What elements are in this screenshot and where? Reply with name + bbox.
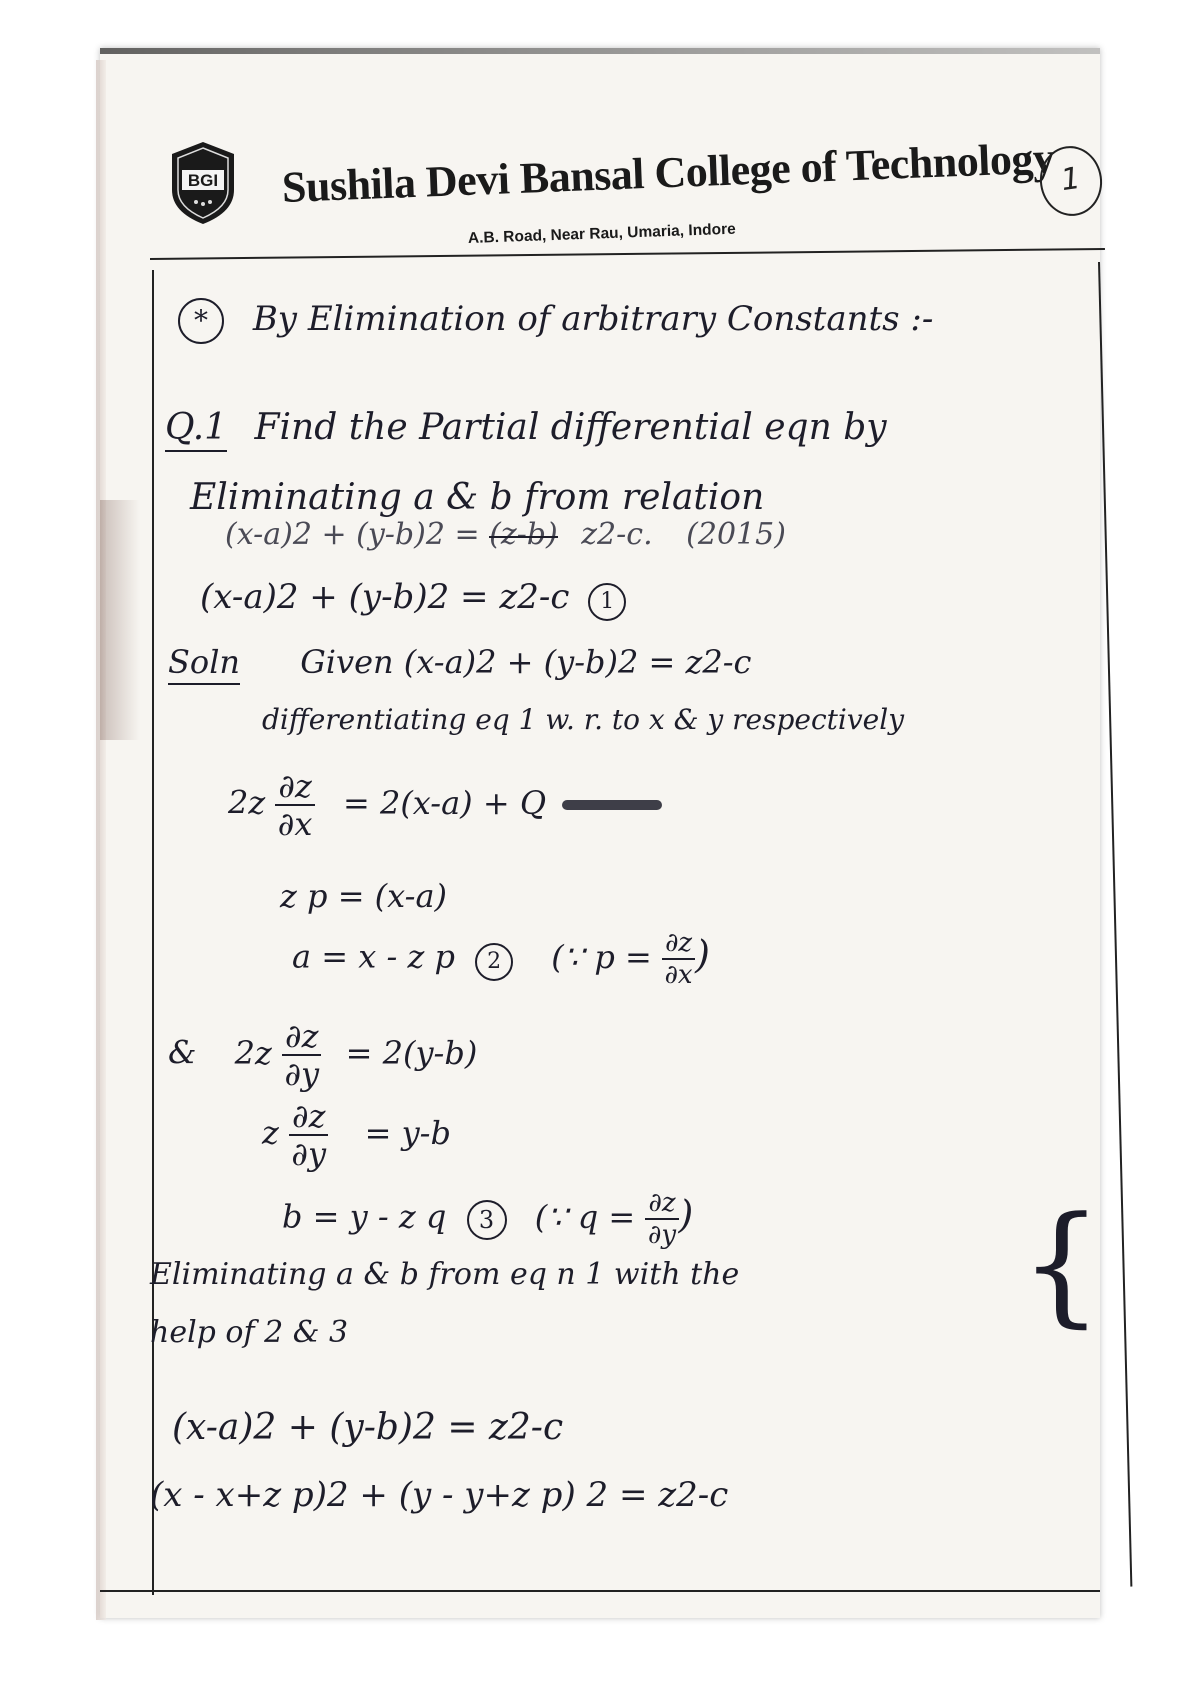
fraction-numerator: ∂z: [645, 1190, 678, 1220]
step-5: [262, 1097, 451, 1173]
step4-prefix: &: [168, 1033, 197, 1072]
step5-lhs: z: [262, 1113, 279, 1152]
step-3: a = x - z p: [292, 937, 455, 976]
step-6: b = y - z q: [282, 1197, 447, 1236]
step-4: [168, 1017, 478, 1093]
fraction-denominator: ∂y: [291, 1135, 327, 1173]
since-q: (∵ q =: [534, 1197, 636, 1236]
step1-lhs: 2z: [228, 783, 266, 822]
fraction-denominator: ∂x: [664, 960, 693, 990]
differentiating-text: differentiating eq 1 w. r. to x & y respectively: [262, 703, 905, 736]
step5-rhs: = y-b: [364, 1113, 451, 1152]
logo-text: BGI: [187, 171, 219, 190]
college-logo-icon: [168, 140, 238, 226]
struck-text: (z-b): [489, 517, 558, 552]
dz-dy-fraction: [282, 1017, 321, 1093]
margin-brace: {: [1020, 1188, 1103, 1340]
college-address: A.B. Road, Near Rau, Umaria, Indore: [467, 220, 736, 247]
eq2-tag: 2: [475, 943, 513, 981]
section-marker: *: [178, 298, 224, 344]
step-1: [228, 767, 662, 843]
fraction-denominator: ∂x: [277, 805, 313, 843]
question-line-4: [200, 577, 626, 621]
paper-edge: [96, 60, 106, 1620]
step4-lhs: 2z: [234, 1033, 272, 1072]
question-year: (2015): [686, 517, 786, 552]
solution-label: Soln: [168, 643, 240, 685]
relation-equation: (x-a)2 + (y-b)2 = z2-c: [200, 577, 570, 617]
fraction-denominator: ∂y: [284, 1055, 320, 1093]
question-text-3a: (x-a)2 + (y-b)2 =: [225, 517, 480, 552]
question-text-3b: z2-c.: [581, 517, 653, 552]
question-text-1: Find the Partial differential eqn by: [254, 407, 887, 448]
dz-dx-fraction: [275, 767, 314, 843]
section-heading-line: [178, 298, 933, 344]
margin-line-left: [152, 270, 154, 1595]
college-name: Sushila Devi Bansal College of Technology: [281, 133, 1056, 212]
final-equation-1: (x-a)2 + (y-b)2 = z2-c: [172, 1407, 564, 1448]
fraction-numerator: ∂z: [275, 770, 314, 806]
question-text-2: Eliminating a & b from relation: [190, 477, 765, 518]
fraction-numerator: ∂z: [289, 1100, 328, 1136]
solution-given-line: [168, 643, 752, 681]
step-2: z p = (x-a): [280, 877, 448, 915]
margin-line-right: [1098, 262, 1132, 1587]
question-line-3: [225, 517, 786, 552]
page-number: 1: [1035, 142, 1106, 220]
p-definition-fraction: [662, 930, 695, 988]
crossed-out-scribble: [562, 800, 662, 810]
fraction-denominator: ∂y: [647, 1220, 677, 1250]
dz-dy-fraction-2: [289, 1097, 328, 1173]
since-p: (∵ p =: [551, 937, 652, 976]
q-definition-fraction: [645, 1190, 678, 1248]
paper-top-edge: [100, 48, 1100, 54]
question-label: Q.1: [165, 407, 227, 452]
paper-shadow: [100, 500, 140, 740]
step4-rhs: = 2(y-b): [345, 1033, 478, 1072]
eq1-tag: 1: [588, 583, 626, 621]
fraction-numerator: ∂z: [662, 930, 695, 960]
section-heading: By Elimination of arbitrary Constants :-: [252, 299, 934, 339]
bottom-rule: [100, 1590, 1100, 1592]
question-line-1: [165, 407, 887, 448]
fraction-numerator: ∂z: [282, 1020, 321, 1056]
step-6-line: b = y - z q 3 (∵ q = $\frac{\partial z}{\partial y}$ ): [282, 1188, 694, 1250]
given-text: Given (x-a)2 + (y-b)2 = z2-c: [300, 643, 752, 681]
step1-rhs: = 2(x-a) + Q: [342, 783, 547, 822]
eq3-tag: 3: [467, 1200, 507, 1240]
elimination-line-1: Eliminating a & b from eq n 1 with the: [150, 1257, 740, 1292]
step-3-line: a = x - z p 2 (∵ p = $\frac{\partial z}{\partial x}$ ): [292, 928, 710, 990]
final-equation-2: (x - x+z p)2 + (y - y+z p) 2 = z2-c: [150, 1475, 729, 1515]
elimination-line-2: help of 2 & 3: [150, 1315, 349, 1350]
